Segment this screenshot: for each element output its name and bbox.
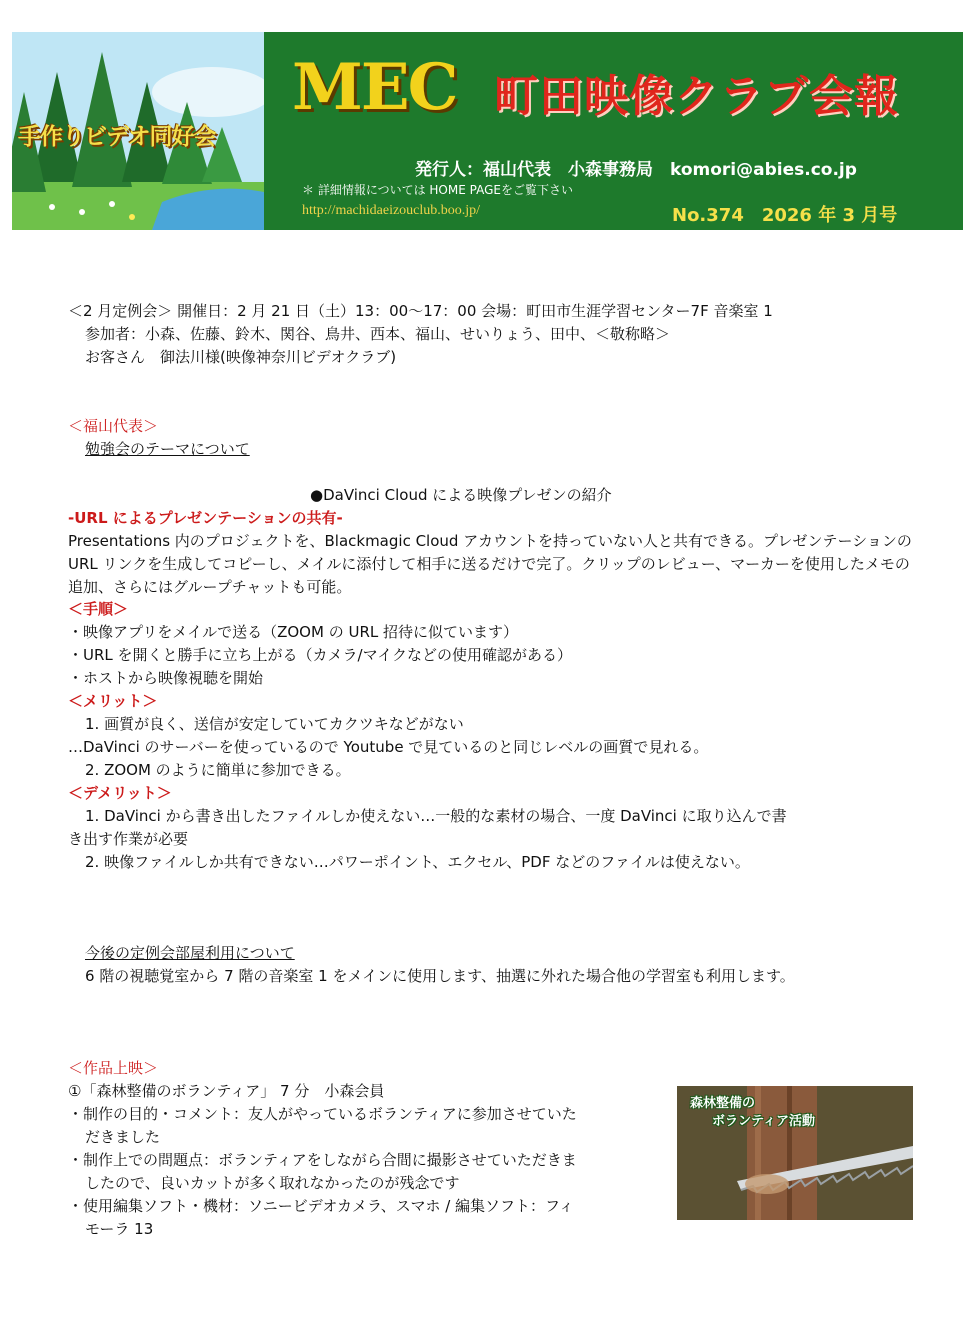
steps-heading: ＜手順＞ bbox=[68, 600, 129, 618]
issue-number: No.374 2026 年 3 月号 bbox=[672, 205, 898, 226]
demerit-item-continued: き出す作業が必要 bbox=[68, 830, 189, 848]
work-equipment-continued: モーラ 13 bbox=[85, 1220, 154, 1238]
step-item: ・ホストから映像視聴を開始 bbox=[68, 669, 264, 687]
thumbnail-caption-line: 森林整備の bbox=[690, 1096, 756, 1111]
representative-heading: ＜福山代表＞ bbox=[68, 417, 159, 435]
work-purpose-continued: だきました bbox=[85, 1128, 161, 1146]
work-purpose: ・制作の目的・コメント：友人がやっているボランティアに参加させていた bbox=[68, 1105, 577, 1123]
screening-heading: ＜作品上映＞ bbox=[68, 1059, 159, 1077]
room-usage-text: 6 階の視聴覚室から 7 階の音楽室 1 をメインに使用します、抽選に外れた場合他の学習室も利用します。 bbox=[85, 967, 795, 985]
meeting-date-venue: ＜2 月定例会＞ 開催日：2 月 21 日（土）13：00～17：00 会場：町田市生涯学習センター7F 音楽室 1 bbox=[68, 302, 773, 320]
thumbnail-caption bbox=[690, 1095, 815, 1131]
merit-item: 1. 画質が良く、送信が安定していてカクツキなどがない bbox=[85, 715, 464, 733]
room-usage-heading: 今後の定例会部屋利用について bbox=[85, 944, 295, 962]
thumbnail-caption-line: ボランティア活動 bbox=[712, 1114, 815, 1129]
club-nickname: 手作りビデオ同好会 bbox=[18, 124, 216, 150]
work-equipment: ・使用編集ソフト・機材：ソニービデオカメラ、スマホ / 編集ソフト：フィ bbox=[68, 1197, 574, 1215]
study-topic-title: 勉強会のテーマについて bbox=[85, 440, 250, 458]
mec-logo: MEC bbox=[292, 50, 457, 125]
merit-item-detail: …DaVinci のサーバーを使っているので Youtube で見ているのと同じレベルの画質で見れる。 bbox=[68, 738, 709, 756]
work-title: ①「森林整備のボランティア」 7 分 小森会員 bbox=[68, 1082, 385, 1100]
homepage-url[interactable]: http://machidaeizouclub.boo.jp/ bbox=[302, 203, 481, 218]
presentation-sharing-paragraph: Presentations 内のプロジェクトを、Blackmagic Cloud アカウントを持っていない人と共有できる。プレゼンテーションの URL リンクを生成してコピーし、メイルに添付して相手に送るだけで完了。クリップのレビュー、マーカーを使用したメモの追加、さらにはグループチャットも可能。 bbox=[68, 532, 912, 596]
meeting-guest: お客さん 御法川様(映像神奈川ビデオクラブ) bbox=[85, 348, 397, 366]
davinci-section-title: ●DaVinci Cloud による映像プレゼンの紹介 bbox=[310, 486, 612, 504]
merits-heading: ＜メリット＞ bbox=[68, 692, 158, 710]
demerit-item: 2. 映像ファイルしか共有できない…パワーポイント、エクセル、PDF などのファイルは使えない。 bbox=[85, 853, 750, 871]
newsletter-title: 町田映像クラブ会報 bbox=[494, 71, 899, 122]
demerits-heading: ＜デメリット＞ bbox=[68, 784, 172, 802]
url-sharing-subheading: -URL によるプレゼンテーションの共有- bbox=[68, 509, 343, 527]
step-item: ・映像アプリをメイルで送る（ZOOM の URL 招待に似ています） bbox=[68, 623, 518, 641]
demerit-item: 1. DaVinci から書き出したファイルしか使えない…一般的な素材の場合、一度 DaVinci に取り込んで書 bbox=[85, 807, 787, 825]
step-item: ・URL を開くと勝手に立ち上がる（カメラ/マイクなどの使用確認がある） bbox=[68, 646, 572, 664]
work-problems: ・制作上での問題点：ボランティアをしながら合間に撮影させていただきま bbox=[68, 1151, 577, 1169]
meeting-participants: 参加者：小森、佐藤、鈴木、関谷、鳥井、西本、福山、せいりょう、田中、＜敬称略＞ bbox=[85, 325, 671, 343]
work-problems-continued: したので、良いカットが多く取れなかったのが残念です bbox=[85, 1174, 460, 1192]
publisher-line: 発行人：福山代表 小森事務局 komori@abies.co.jp bbox=[415, 160, 857, 180]
merit-item: 2. ZOOM のように簡単に参加できる。 bbox=[85, 761, 351, 779]
homepage-note: ＊ 詳細情報については HOME PAGEをご覧下さい bbox=[302, 183, 573, 197]
